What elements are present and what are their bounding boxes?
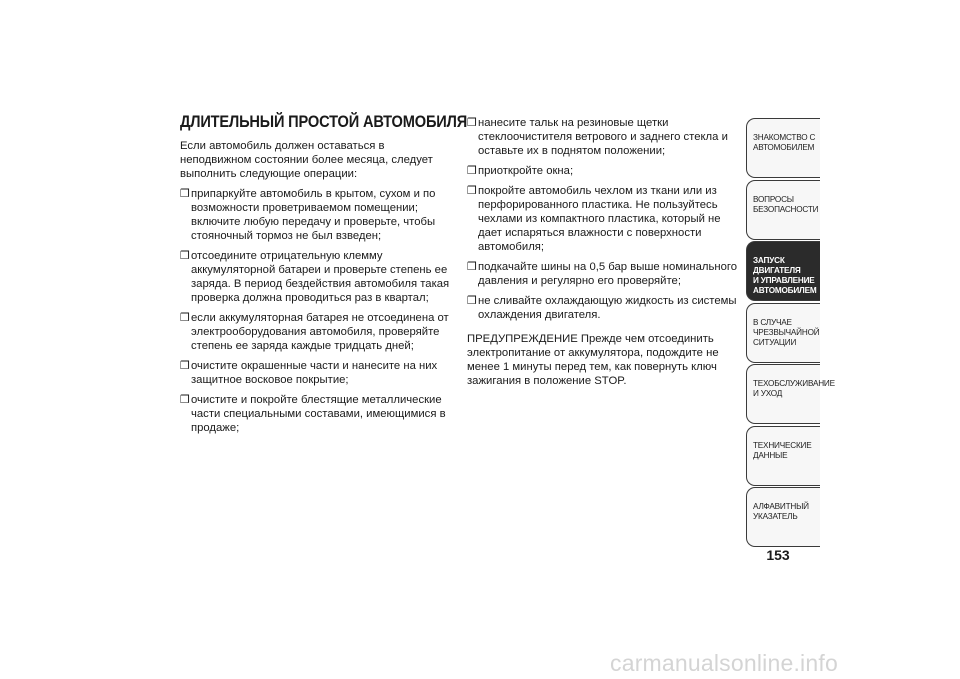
right-column — [467, 116, 745, 394]
checkbox-bullet-icon: ❒ — [180, 188, 190, 200]
list-item — [180, 393, 452, 435]
chapter-tab-index[interactable] — [746, 487, 820, 547]
list-item-text: если аккумуляторная батарея не отсоединена от электрооборудования автомобиля, проверяйте степень ее заряда каждые тридцать дней; — [191, 312, 449, 352]
list-item-text: очистите окрашенные части и нанесите на них защитное восковое покрытие; — [191, 360, 438, 386]
chapter-tab-introduction[interactable] — [746, 118, 820, 178]
checkbox-bullet-icon: ❒ — [467, 185, 477, 197]
chapter-tab-maintenance[interactable] — [746, 364, 835, 424]
list-item — [180, 187, 452, 243]
list-item — [467, 260, 745, 288]
checkbox-bullet-icon: ❒ — [180, 360, 190, 372]
chapter-tab-label: ТЕХНИЧЕСКИЕ ДАННЫЕ — [753, 440, 812, 460]
chapter-tab-emergency[interactable] — [746, 303, 820, 363]
checkbox-bullet-icon: ❒ — [467, 295, 477, 307]
checkbox-bullet-icon: ❒ — [180, 394, 190, 406]
checkbox-bullet-icon: ❒ — [180, 250, 190, 262]
list-item — [467, 184, 745, 254]
list-item-text: не сливайте охлаждающую жидкость из системы охлаждения двигателя. — [478, 295, 737, 321]
list-item-text: приоткройте окна; — [478, 165, 574, 177]
watermark-text: carmanualsonline.info — [610, 650, 838, 676]
list-item-text: очистите и покройте блестящие металлические части специальными составами, имеющимися в продаже; — [191, 394, 446, 434]
list-item-text: покройте автомобиль чехлом из ткани или из перфорированного пластика. Не пользуйтесь чехлами из компактного пластика, который не дает испаряться влажности с поверхности автомобиля; — [478, 185, 721, 253]
list-item — [180, 311, 452, 353]
chapter-tab-label: ВОПРОСЫ БЕЗОПАСНОСТИ — [753, 194, 819, 214]
warning-paragraph: ПРЕДУПРЕЖДЕНИЕ Прежде чем отсоединить электропитание от аккумулятора, подождите не менее 1 минуты перед тем, как повернуть ключ зажигания в положение STOP. — [467, 333, 719, 387]
intro-paragraph: Если автомобиль должен оставаться в неподвижном состоянии более месяца, следует выполнить следующие операции: — [180, 140, 433, 180]
checkbox-bullet-icon: ❒ — [180, 312, 190, 324]
list-item — [467, 164, 745, 178]
chapter-tab-technical-data[interactable] — [746, 426, 820, 486]
list-item — [180, 359, 452, 387]
list-item-text: припаркуйте автомобиль в крытом, сухом и по возможности проветриваемом помещении; включите любую передачу и проверьте, чтобы стояночный тормоз не был взведен; — [191, 188, 436, 242]
chapter-tab-label: В СЛУЧАЕ ЧРЕЗВЫЧАЙНОЙ СИТУАЦИИ — [753, 317, 820, 347]
list-item-text: отсоедините отрицательную клемму аккумуляторной батареи и проверьте степень ее заряда. В период бездействия автомобиля такая проверка должна проводиться раз в квартал; — [191, 250, 450, 304]
checkbox-bullet-icon: ❒ — [467, 165, 477, 177]
chapter-tab-label: ЗАПУСК ДВИГАТЕЛЯ И УПРАВЛЕНИЕ АВТОМОБИЛЕМ — [753, 256, 817, 295]
chapter-tabs — [746, 118, 835, 549]
list-item — [467, 116, 745, 158]
checkbox-bullet-icon: ❒ — [467, 117, 477, 129]
page-number: 153 — [766, 547, 790, 563]
checkbox-bullet-icon: ❒ — [467, 261, 477, 273]
chapter-tab-label: ЗНАКОМСТВО С АВТОМОБИЛЕМ — [753, 133, 816, 152]
list-item-text: подкачайте шины на 0,5 бар выше номинального давления и регулярно его проверяйте; — [478, 261, 738, 287]
section-title: ДЛИТЕЛЬНЫЙ ПРОСТОЙ АВТОМОБИЛЯ — [180, 112, 468, 131]
list-item — [180, 249, 452, 305]
left-column — [180, 139, 452, 441]
chapter-tab-label: ТЕХОБСЛУЖИВАНИЕ И УХОД — [753, 379, 835, 398]
list-item-text: нанесите тальк на резиновые щетки стеклоочистителя ветрового и заднего стекла и оставьте их в поднятом положении; — [478, 117, 728, 157]
list-item — [467, 294, 745, 322]
chapter-tab-starting-driving[interactable] — [746, 241, 820, 301]
chapter-tab-safety[interactable] — [746, 180, 820, 240]
chapter-tab-label: АЛФАВИТНЫЙ УКАЗАТЕЛЬ — [753, 502, 809, 521]
